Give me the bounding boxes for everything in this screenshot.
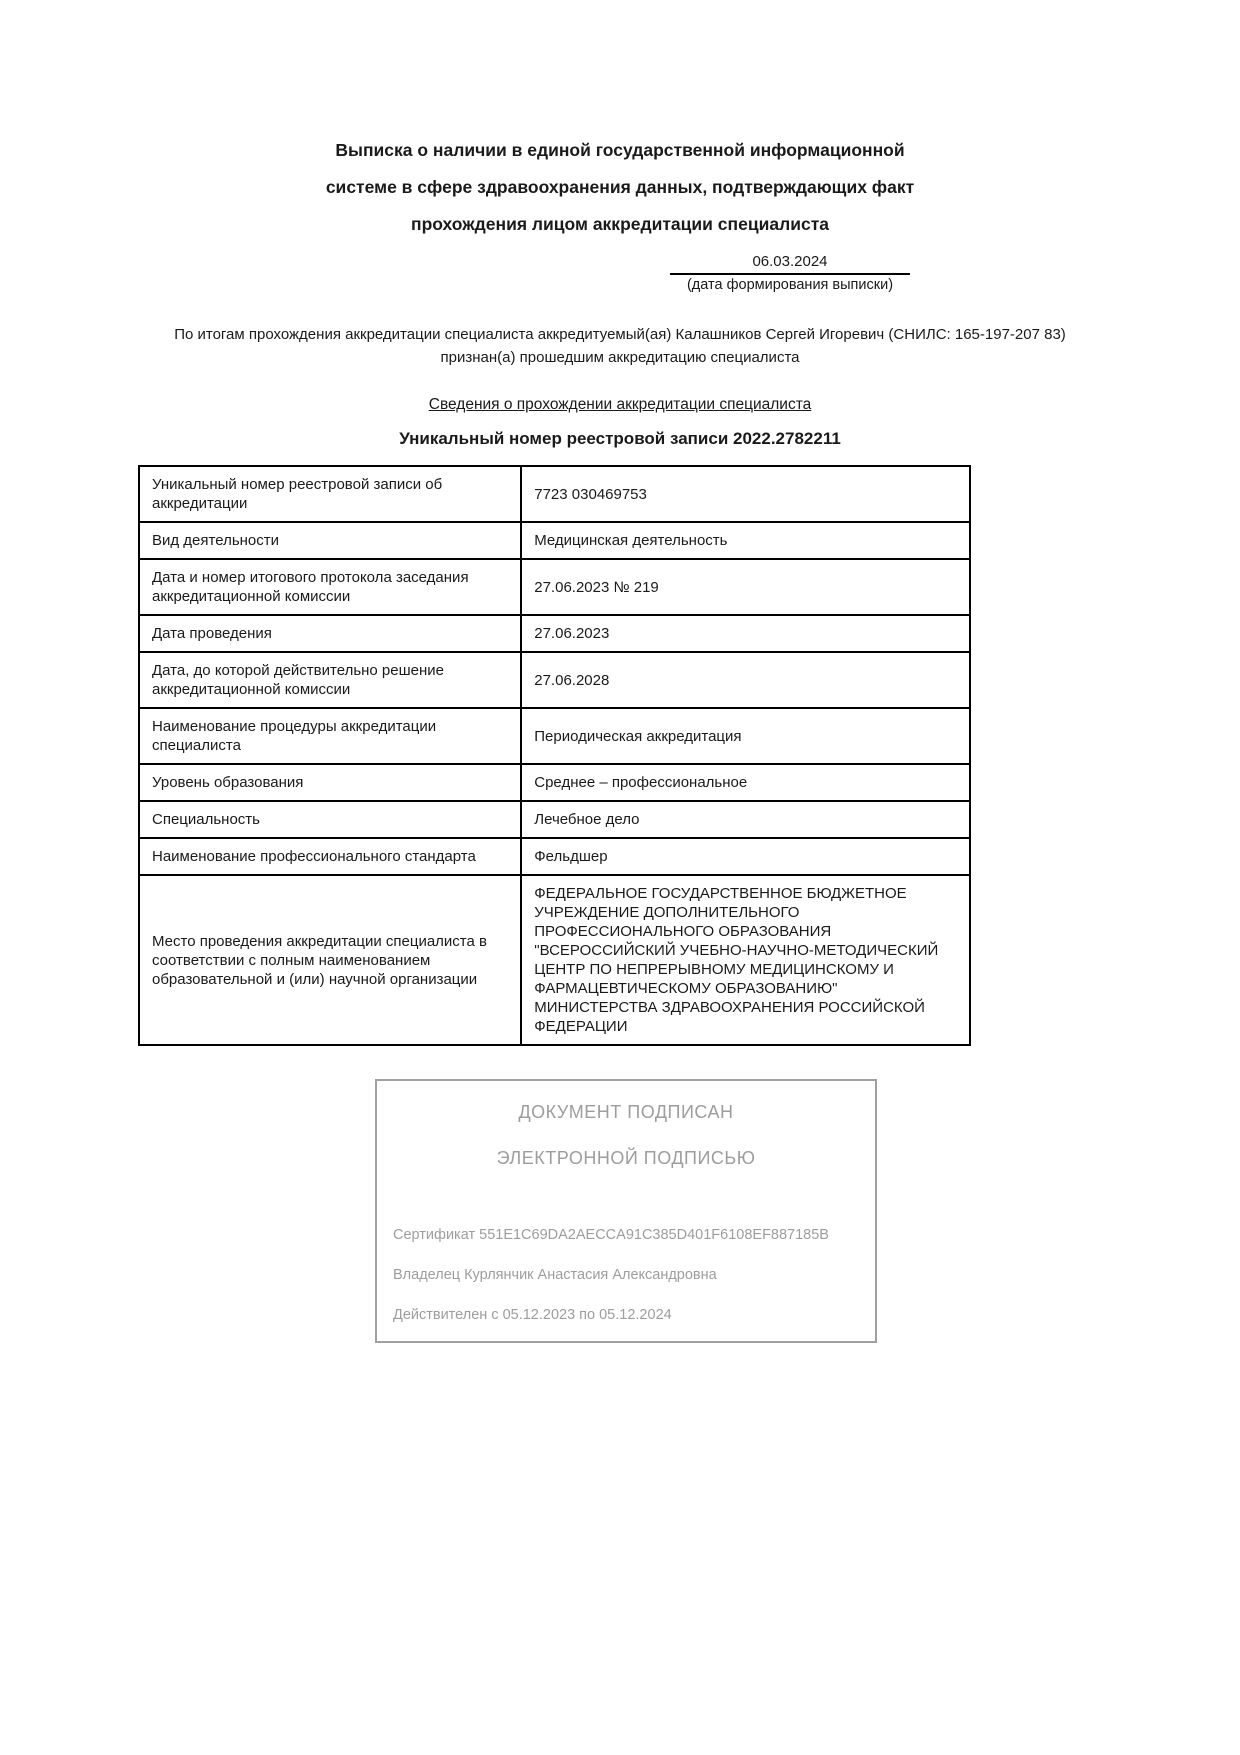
row-label: Уникальный номер реестровой записи об аккредитации <box>139 466 521 522</box>
row-label: Уровень образования <box>139 764 521 801</box>
document-title <box>120 132 1120 243</box>
table-row <box>139 801 970 838</box>
intro-line-1: По итогам прохождения аккредитации специалиста аккредитуемый(ая) Калашников Сергей Игоревич (СНИЛС: 165-197-207 83) <box>174 326 1066 343</box>
signature-owner: Владелец Курлянчик Анастасия Александровна <box>393 1267 717 1283</box>
table-row <box>139 522 970 559</box>
row-label: Дата, до которой действительно решение аккредитационной комиссии <box>139 652 521 708</box>
record-number-heading: Уникальный номер реестровой записи 2022.2782211 <box>399 429 841 448</box>
signature-validity: Действителен с 05.12.2023 по 05.12.2024 <box>393 1307 672 1323</box>
signature-details <box>393 1227 859 1323</box>
row-value: Среднее – профессиональное <box>521 764 970 801</box>
document-title-line-1: Выписка о наличии в единой государственной информационной <box>335 140 905 160</box>
table-row <box>139 559 970 615</box>
row-label: Место проведения аккредитации специалиста в соответствии с полным наименованием образовательной и (или) научной организации <box>139 875 521 1045</box>
row-value: 27.06.2028 <box>521 652 970 708</box>
row-value: Медицинская деятельность <box>521 522 970 559</box>
table-row <box>139 875 970 1045</box>
table-row <box>139 652 970 708</box>
row-label: Наименование процедуры аккредитации специалиста <box>139 708 521 764</box>
table-row <box>139 708 970 764</box>
row-label: Специальность <box>139 801 521 838</box>
signature-header-line-1: ДОКУМЕНТ ПОДПИСАН <box>518 1102 734 1122</box>
issue-date-value: 06.03.2024 <box>670 253 910 275</box>
electronic-signature-stamp <box>375 1079 877 1343</box>
row-label: Дата и номер итогового протокола заседания аккредитационной комиссии <box>139 559 521 615</box>
table-row <box>139 764 970 801</box>
issue-date-block <box>670 253 910 293</box>
intro-paragraph <box>90 323 1150 369</box>
row-value: 27.06.2023 <box>521 615 970 652</box>
row-value: 27.06.2023 № 219 <box>521 559 970 615</box>
table-row <box>139 838 970 875</box>
row-value: Лечебное дело <box>521 801 970 838</box>
table-row <box>139 466 970 522</box>
table-row <box>139 615 970 652</box>
row-label: Дата проведения <box>139 615 521 652</box>
document-title-line-3: прохождения лицом аккредитации специалиста <box>411 214 829 234</box>
row-value: Фельдшер <box>521 838 970 875</box>
signature-header-line-2: ЭЛЕКТРОННОЙ ПОДПИСЬЮ <box>496 1148 756 1168</box>
intro-line-2: признан(а) прошедшим аккредитацию специалиста <box>440 349 800 366</box>
row-value: 7723 030469753 <box>521 466 970 522</box>
row-label: Вид деятельности <box>139 522 521 559</box>
row-label: Наименование профессионального стандарта <box>139 838 521 875</box>
row-value: ФЕДЕРАЛЬНОЕ ГОСУДАРСТВЕННОЕ БЮДЖЕТНОЕ УЧРЕЖДЕНИЕ ДОПОЛНИТЕЛЬНОГО ПРОФЕССИОНАЛЬНОГО ОБРАЗОВАНИЯ "ВСЕРОССИЙСКИЙ УЧЕБНО-НАУЧНО-МЕТОДИЧЕСКИЙ ЦЕНТР ПО НЕПРЕРЫВНОМУ МЕДИЦИНСКОМУ И ФАРМАЦЕВТИЧЕСКОМУ ОБРАЗОВАНИЮ" МИНИСТЕРСТВА ЗДРАВООХРАНЕНИЯ РОССИЙСКОЙ ФЕДЕРАЦИИ <box>521 875 970 1045</box>
document-title-line-2: системе в сфере здравоохранения данных, подтверждающих факт <box>325 177 915 197</box>
issue-date-caption: (дата формирования выписки) <box>686 277 894 293</box>
section-heading: Сведения о прохождении аккредитации специалиста <box>428 396 812 413</box>
signature-certificate: Сертификат 551E1C69DA2AECCA91C385D401F6108EF887185B <box>393 1227 829 1243</box>
row-value: Периодическая аккредитация <box>521 708 970 764</box>
accreditation-table <box>138 465 971 1046</box>
